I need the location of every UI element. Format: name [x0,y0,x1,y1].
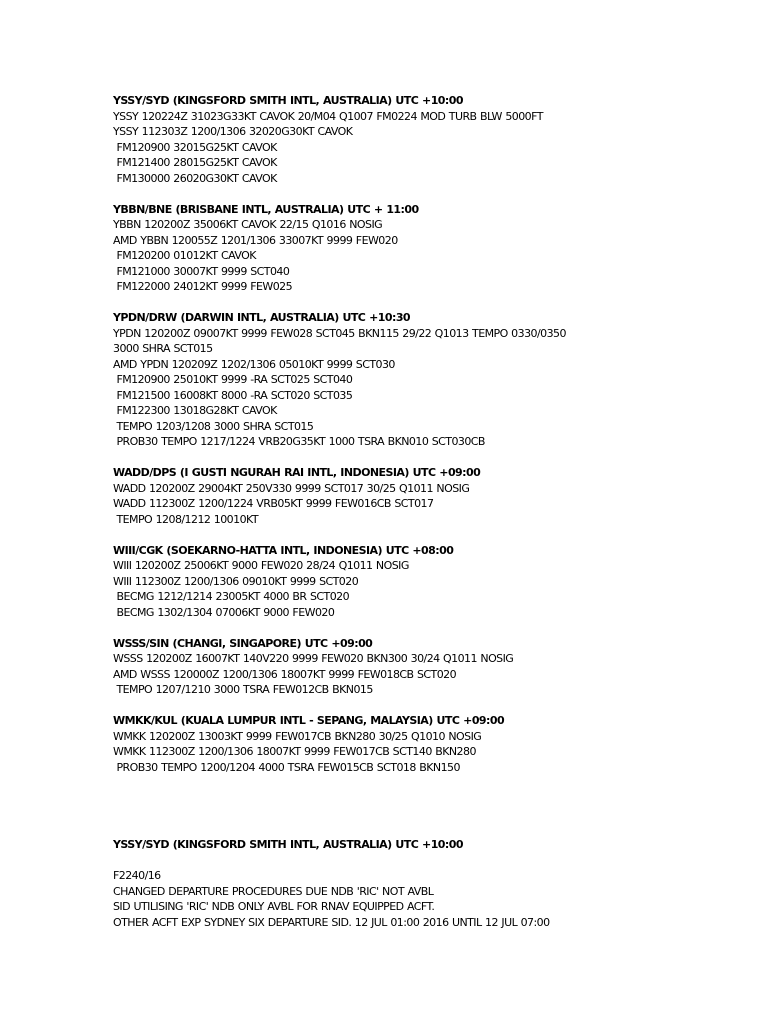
notam-line: CHANGED DEPARTURE PROCEDURES DUE NDB 'RIC' NOT AVBL [113,884,434,898]
spacer [113,186,753,202]
forecast-block-yssy [113,93,753,186]
report-line: WMKK 112300Z 1200/1306 18007KT 9999 FEW017CB SCT140 BKN280 [113,745,476,758]
weather-document [113,93,753,930]
forecast-block-ypdn [113,310,753,450]
report-line: FM121000 30007KT 9999 SCT040 [113,264,290,278]
report-line: 3000 SHRA SCT015 [113,342,213,355]
report-line: WMKK 120200Z 13003KT 9999 FEW017CB BKN280 30/25 Q1010 NOSIG [113,729,482,743]
forecast-header: WADD/DPS (I GUSTI NGURAH RAI INTL, INDONESIA) UTC +09:00 [113,466,481,479]
report-line: AMD YBBN 120055Z 1201/1306 33007KT 9999 FEW020 [113,233,398,247]
spacer [113,450,753,466]
report-line: FM120900 25010KT 9999 -RA SCT025 SCT040 [113,373,353,386]
report-line: YSSY 112303Z 1200/1306 32020G30KT CAVOK [113,125,353,138]
report-line: AMD WSSS 120000Z 1200/1306 18007KT 9999 FEW018CB SCT020 [113,667,457,681]
forecast-block-wiii [113,543,753,621]
report-line: WSSS 120200Z 16007KT 140V220 9999 FEW020 BKN300 30/24 Q1011 NOSIG [113,652,514,665]
report-line: WADD 120200Z 29004KT 250V330 9999 SCT017 30/25 Q1011 NOSIG [113,481,470,495]
spacer [113,853,753,869]
report-line: WIII 120200Z 25006KT 9000 FEW020 28/24 Q1011 NOSIG [113,559,409,572]
spacer [113,295,753,311]
forecast-block-wsss [113,636,753,698]
forecast-header: YBBN/BNE (BRISBANE INTL, AUSTRALIA) UTC + 11:00 [113,202,419,216]
forecast-block-wmkk [113,713,753,775]
report-line: PROB30 TEMPO 1200/1204 4000 TSRA FEW015CB SCT018 BKN150 [113,760,460,774]
forecast-header: WSSS/SIN (CHANGI, SINGAPORE) UTC +09:00 [113,636,373,650]
report-line: AMD YPDN 120209Z 1202/1306 05010KT 9999 SCT030 [113,357,395,371]
report-line: FM130000 26020G30KT CAVOK [113,171,277,185]
spacer [113,527,753,543]
notam-line: OTHER ACFT EXP SYDNEY SIX DEPARTURE SID. 12 JUL 01:00 2016 UNTIL 12 JUL 07:00 [113,915,550,929]
report-line: FM120900 32015G25KT CAVOK [113,140,277,154]
report-line: WADD 112300Z 1200/1224 VRB05KT 9999 FEW016CB SCT017 [113,497,434,510]
notam-id: F2240/16 [113,869,161,882]
report-line: YSSY 120224Z 31023G33KT CAVOK 20/M04 Q1007 FM0224 MOD TURB BLW 5000FT [113,109,543,123]
report-line: FM121400 28015G25KT CAVOK [113,156,277,169]
report-line: FM122000 24012KT 9999 FEW025 [113,280,293,293]
notam-header: YSSY/SYD (KINGSFORD SMITH INTL, AUSTRALIA) UTC +10:00 [113,838,463,851]
spacer [113,620,753,636]
spacer [113,775,753,837]
report-line: FM122300 13018G28KT CAVOK [113,404,277,417]
forecast-block-ybbn [113,202,753,295]
report-line: BECMG 1302/1304 07006KT 9000 FEW020 [113,605,335,619]
spacer [113,698,753,714]
report-line: TEMPO 1203/1208 3000 SHRA SCT015 [113,419,314,433]
report-line: TEMPO 1207/1210 3000 TSRA FEW012CB BKN015 [113,683,373,696]
report-line: WIII 112300Z 1200/1306 09010KT 9999 SCT020 [113,574,359,588]
report-line: YBBN 120200Z 35006KT CAVOK 22/15 Q1016 NOSIG [113,218,383,231]
notam-block [113,837,753,930]
report-line: YPDN 120200Z 09007KT 9999 FEW028 SCT045 BKN115 29/22 Q1013 TEMPO 0330/0350 [113,326,566,340]
forecast-header: YSSY/SYD (KINGSFORD SMITH INTL, AUSTRALIA) UTC +10:00 [113,94,463,107]
forecast-header: WIII/CGK (SOEKARNO-HATTA INTL, INDONESIA) UTC +08:00 [113,543,454,557]
forecast-header: WMKK/KUL (KUALA LUMPUR INTL - SEPANG, MALAYSIA) UTC +09:00 [113,714,505,727]
report-line: FM121500 16008KT 8000 -RA SCT020 SCT035 [113,388,353,402]
report-line: TEMPO 1208/1212 10010KT [113,512,259,526]
notam-line: SID UTILISING 'RIC' NDB ONLY AVBL FOR RNAV EQUIPPED ACFT. [113,900,435,913]
report-line: PROB30 TEMPO 1217/1224 VRB20G35KT 1000 TSRA BKN010 SCT030CB [113,435,485,448]
report-line: BECMG 1212/1214 23005KT 4000 BR SCT020 [113,590,350,603]
report-line: FM120200 01012KT CAVOK [113,249,256,262]
forecast-block-wadd [113,465,753,527]
forecast-header: YPDN/DRW (DARWIN INTL, AUSTRALIA) UTC +10:30 [113,311,411,324]
